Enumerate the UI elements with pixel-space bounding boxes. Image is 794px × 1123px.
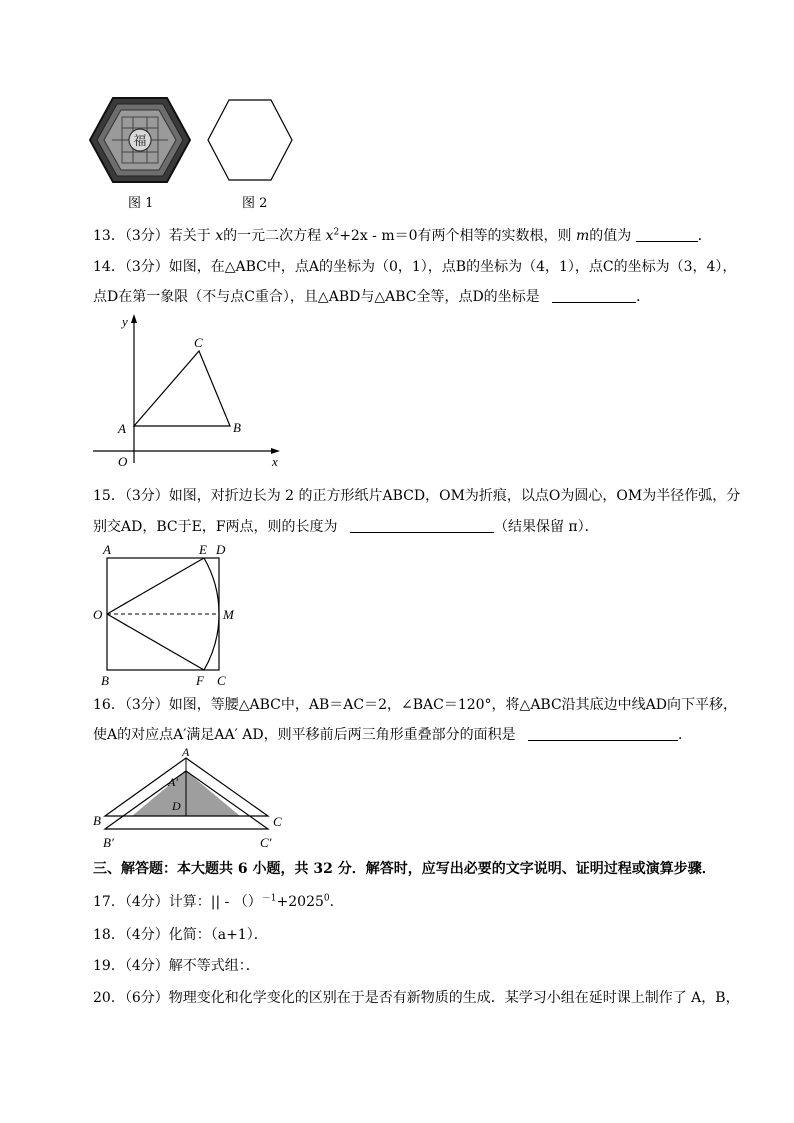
fig2-hexagon (208, 100, 292, 180)
label-B: B (93, 813, 101, 828)
question-20: 20．（6分）物理变化和化学变化的区别在于是否有新物质的生成．某学习小组在延时课上制作了 A，B， (93, 990, 740, 1006)
q14-coordinate-figure (88, 308, 288, 473)
label-M: M (223, 607, 234, 622)
question-13: 13．（3分）若关于 x的一元二次方程 $x^2+2x - m=0$有两个相等的实数根，则 m的值为 ． (93, 227, 712, 244)
answer-blank (636, 227, 698, 242)
label-O: O (93, 607, 103, 622)
label-A: A (103, 542, 111, 557)
label-C-prime: C′ (260, 835, 272, 850)
label-y: y (122, 314, 128, 329)
label-A: A (182, 748, 190, 759)
answer-blank (528, 726, 678, 741)
question-14-line1: 14．（3分）如图，在△ABC中，点A的坐标为（0，1），点B的坐标为（4，1），点C的坐标为（3，4）， (93, 259, 737, 275)
fig1-medallion (90, 98, 190, 182)
label-B-prime: B′ (103, 835, 114, 850)
top-figures (88, 95, 308, 185)
label-B: B (233, 420, 241, 435)
question-15-line2: 别交AD，BC于E，F两点，则的长度为 （结果保留 π）． (93, 519, 599, 535)
question-15-line1: 15．（3分）如图，对折边长为 2 的正方形纸片ABCD，OM为折痕，以点O为圆心，OM为半径作弧，分 (93, 488, 741, 504)
medallion-char: 福 (133, 133, 147, 148)
section-3-heading: 三、解答题：本大题共 6 小题，共 32 分．解答时，应写出必要的文字说明、证明过程或演算步骤． (93, 861, 716, 877)
label-E: E (199, 542, 207, 557)
question-18: 18．（4分）化简：（a+1）． (93, 927, 268, 943)
fig2-caption: 图 2 (242, 196, 268, 211)
label-C: C (194, 335, 203, 350)
question-17: 17．（4分）计算：|| - $()^{-1}+2025^0$． (93, 893, 344, 910)
label-F: F (196, 673, 204, 688)
label-D: D (172, 799, 181, 813)
answer-blank (350, 518, 494, 533)
question-19: 19．（4分）解不等式组：． (93, 958, 260, 974)
q15-square-figure (88, 540, 248, 690)
question-16-line2: 使A的对应点A′满足AA′ AD，则平移前后两三角形重叠部分的面积是 ． (93, 727, 693, 743)
answer-blank (552, 288, 636, 303)
label-A-prime: A′ (168, 775, 178, 789)
label-O: O (118, 454, 128, 469)
label-B: B (101, 673, 109, 688)
question-14-line2: 点D在第一象限（不与点C重合），且△ABD与△ABC全等，点D的坐标是 ． (93, 289, 651, 305)
label-x: x (272, 454, 278, 469)
label-A: A (118, 421, 126, 436)
label-D: D (216, 542, 226, 557)
q16-triangle-figure (88, 748, 298, 853)
question-16-line1: 16．（3分）如图，等腰△ABC中，AB＝AC＝2，∠BAC＝120°，将△ABC沿其底边中线AD向下平移， (93, 697, 738, 713)
fig1-caption: 图 1 (128, 196, 154, 211)
label-C: C (217, 673, 226, 688)
label-C: C (273, 814, 282, 829)
